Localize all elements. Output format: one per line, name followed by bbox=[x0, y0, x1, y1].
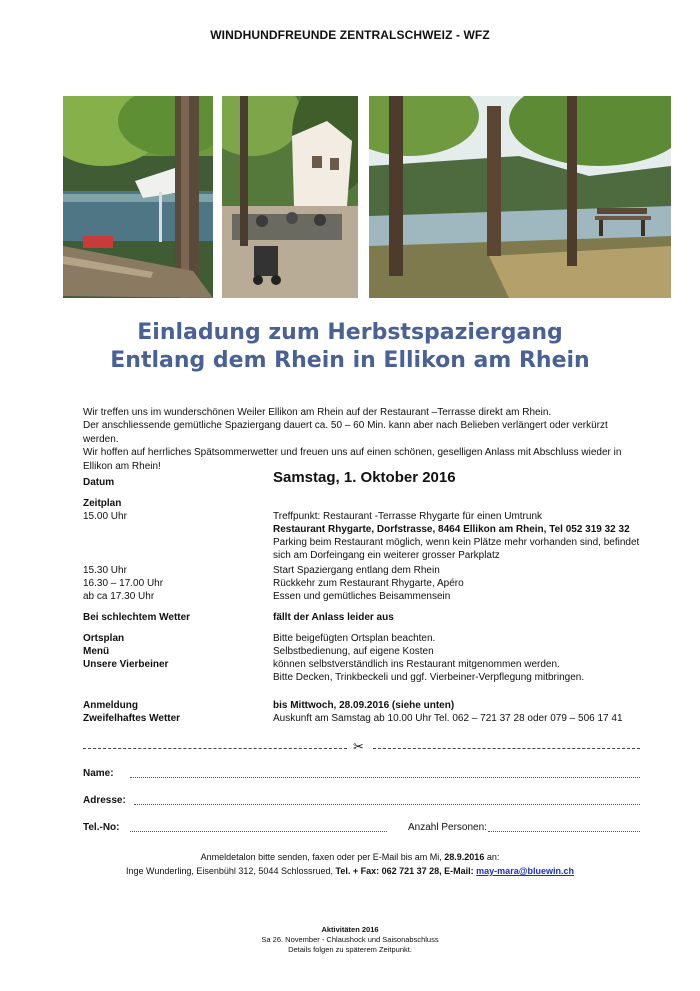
dashed-line bbox=[373, 748, 640, 749]
invitation-subtitle: Entlang dem Rhein in Ellikon am Rhein bbox=[110, 348, 590, 373]
dinner-text: Essen und gemütliches Beisammensein bbox=[273, 591, 451, 602]
parking-info: Parking beim Restaurant möglich, wenn kein Plätze mehr vorhanden sind, befindet bbox=[273, 537, 640, 548]
time-start: 15.00 Uhr bbox=[83, 511, 127, 522]
photo-restaurant-guests bbox=[222, 96, 358, 298]
anmeldung-value: bis Mittwoch, 28.09.2016 (siehe unten) bbox=[273, 700, 455, 711]
send-text: an: bbox=[486, 852, 500, 862]
time-return: 16.30 – 17.00 Uhr bbox=[83, 578, 164, 589]
dashed-line bbox=[83, 748, 347, 749]
intro-line: Wir hoffen auf herrliches Spätsommerwetter und freuen uns auf einen schönen, geselligen Anlass mit Abschluss wieder in Ellikon am Rhein! bbox=[83, 447, 622, 472]
persons-label: Anzahl Personen: bbox=[408, 822, 487, 833]
intro-line: Wir treffen uns im wunderschönen Weiler Ellikon am Rhein auf der Restaurant –Terrasse direkt am Rhein. bbox=[83, 407, 552, 418]
menu-value: Selbstbedienung, auf eigene Kosten bbox=[273, 646, 434, 657]
contact-phone: Tel. + Fax: 062 721 37 28, E-Mail: bbox=[335, 866, 474, 876]
bad-weather-value: fällt der Anlass leider aus bbox=[273, 612, 394, 623]
email-link[interactable]: may-mara@bluewin.ch bbox=[476, 866, 574, 876]
ortsplan-label: Ortsplan bbox=[83, 633, 125, 644]
intro-text bbox=[83, 406, 643, 473]
cut-line bbox=[83, 742, 640, 754]
time-walk: 15.30 Uhr bbox=[83, 565, 127, 576]
photo-terrace-umbrella bbox=[63, 96, 213, 298]
tel-label: Tel.-No: bbox=[83, 822, 120, 833]
dogs-value: Bitte Decken, Trinkbeckeli und ggf. Vierbeiner-Verpflegung mitbringen. bbox=[273, 672, 585, 683]
ortsplan-value: Bitte beigefügten Ortsplan beachten. bbox=[273, 633, 436, 644]
meeting-point: Treffpunkt: Restaurant -Terrasse Rhygarte für einen Umtrunk bbox=[273, 511, 543, 522]
scissors-icon: ✂ bbox=[353, 740, 364, 755]
photo-rhine-river-bench bbox=[369, 96, 671, 298]
doubt-weather-label: Zweifelhaftes Wetter bbox=[83, 713, 181, 724]
time-dinner: ab ca 17.30 Uhr bbox=[83, 591, 155, 602]
zeitplan-label: Zeitplan bbox=[83, 498, 122, 509]
name-field[interactable] bbox=[130, 777, 640, 778]
intro-line: Der anschliessende gemütliche Spaziergang dauert ca. 50 – 60 Min. kann aber nach Belieben verlängert oder verkürzt werden. bbox=[83, 420, 608, 445]
persons-field[interactable] bbox=[488, 831, 640, 832]
bad-weather-label: Bei schlechtem Wetter bbox=[83, 612, 191, 623]
restaurant-address: Restaurant Rhygarte, Dorfstrasse, 8464 Ellikon am Rhein, Tel 052 319 32 32 bbox=[273, 524, 630, 535]
dogs-value: können selbstverständlich ins Restaurant mitgenommen werden. bbox=[273, 659, 560, 670]
address-label: Adresse: bbox=[83, 795, 126, 806]
organization-header: WINDHUNDFREUNDE ZENTRALSCHWEIZ - WFZ bbox=[210, 28, 490, 42]
activity-item: Sa 26. November - Chlaushock und Saisonabschluss bbox=[261, 935, 439, 944]
send-text: Anmeldetalon bitte senden, faxen oder per E-Mail bis am Mi, bbox=[200, 852, 442, 862]
dogs-label: Unsere Vierbeiner bbox=[83, 659, 169, 670]
activity-note: Details folgen zu späterem Zeitpunkt. bbox=[288, 945, 412, 954]
menu-label: Menü bbox=[83, 646, 110, 657]
activities-title: Aktivitäten 2016 bbox=[321, 925, 379, 934]
datum-label: Datum bbox=[83, 477, 115, 488]
send-deadline: 28.9.2016 bbox=[444, 852, 485, 862]
tel-field[interactable] bbox=[130, 831, 387, 832]
contact-info bbox=[0, 865, 700, 878]
walk-start: Start Spaziergang entlang dem Rhein bbox=[273, 565, 440, 576]
anmeldung-label: Anmeldung bbox=[83, 700, 138, 711]
doubt-weather-value: Auskunft am Samstag ab 10.00 Uhr Tel. 062 – 721 37 28 oder 079 – 506 17 41 bbox=[273, 713, 623, 724]
event-date: Samstag, 1. Oktober 2016 bbox=[273, 469, 456, 486]
name-label: Name: bbox=[83, 768, 114, 779]
send-instructions bbox=[0, 851, 700, 864]
return-apero: Rückkehr zum Restaurant Rhygarte, Apéro bbox=[273, 578, 464, 589]
address-field[interactable] bbox=[134, 804, 640, 805]
invitation-title: Einladung zum Herbstspaziergang bbox=[137, 320, 563, 345]
parking-info: sich am Dorfeingang ein weiterer grosser Parkplatz bbox=[273, 550, 500, 561]
contact-address: Inge Wunderling, Eisenbühl 312, 5044 Schlossrued, bbox=[126, 866, 333, 876]
